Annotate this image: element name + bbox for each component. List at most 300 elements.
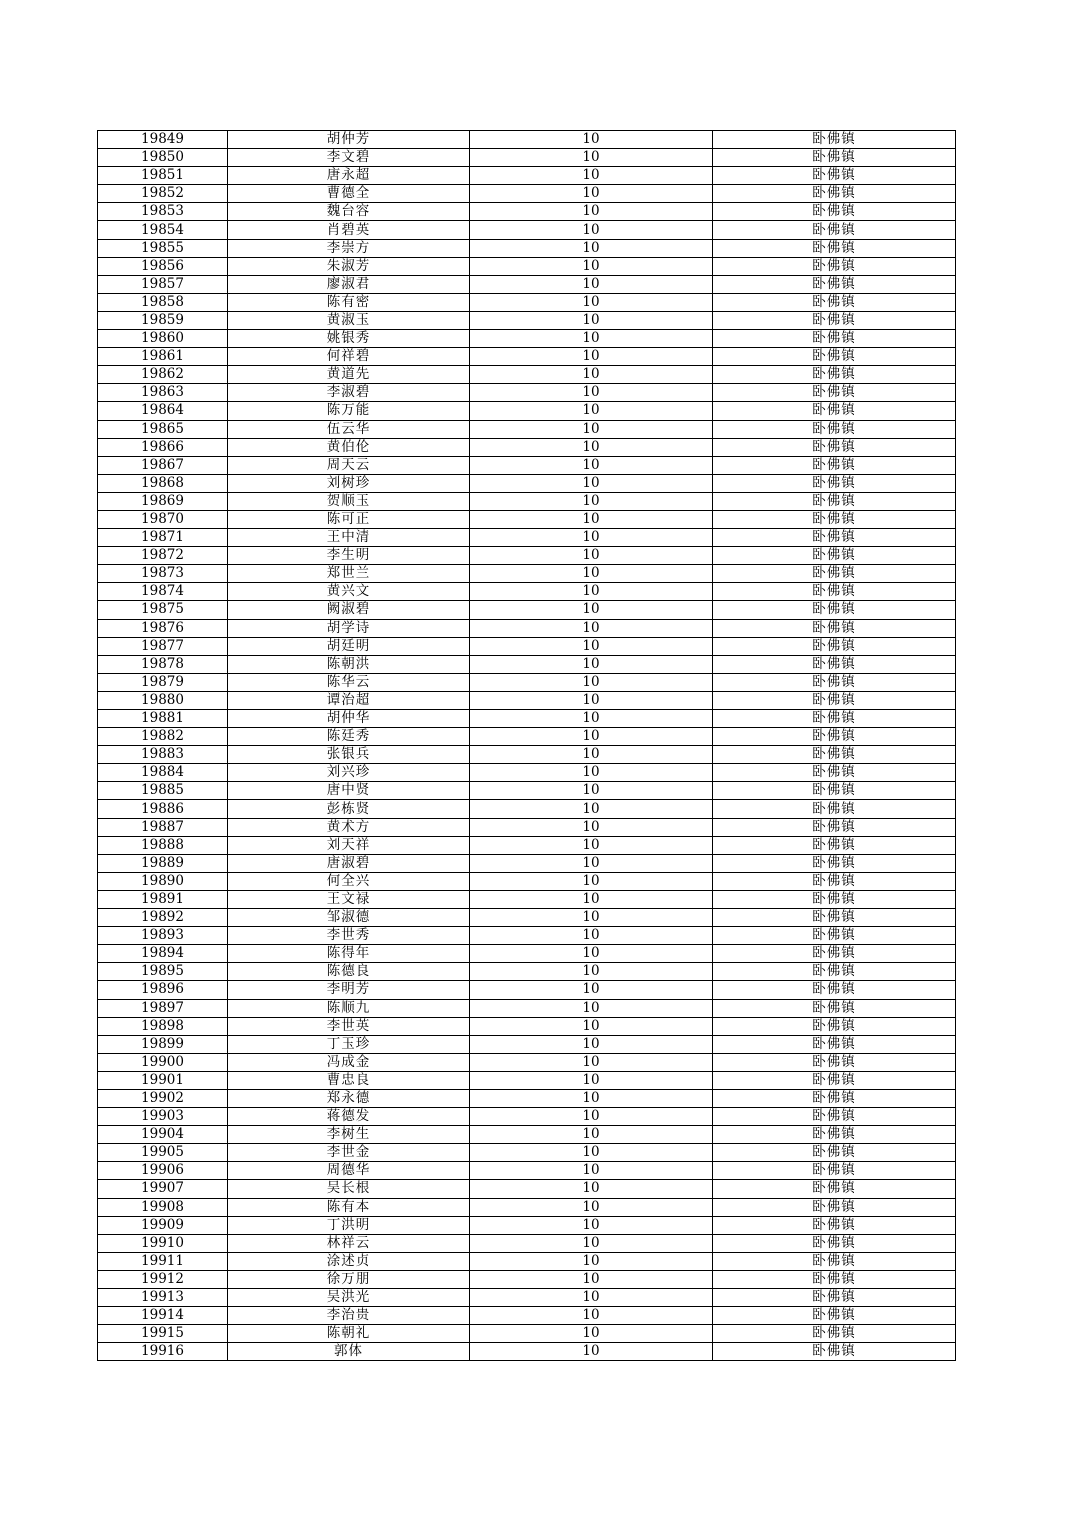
table-row [98,1089,956,1107]
cell-name: 曹忠良 [228,1071,470,1089]
table-row [98,384,956,402]
cell-id: 19899 [98,1035,228,1053]
table-row [98,1270,956,1288]
cell-amount: 10 [470,1252,713,1270]
cell-id: 19870 [98,510,228,528]
cell-id: 19874 [98,583,228,601]
cell-town: 卧佛镇 [713,384,956,402]
table-row [98,673,956,691]
cell-town: 卧佛镇 [713,818,956,836]
cell-name: 陈德良 [228,963,470,981]
cell-town: 卧佛镇 [713,927,956,945]
cell-id: 19898 [98,1017,228,1035]
cell-amount: 10 [470,909,713,927]
cell-name: 黄兴文 [228,583,470,601]
cell-town: 卧佛镇 [713,293,956,311]
cell-amount: 10 [470,1035,713,1053]
cell-amount: 10 [470,366,713,384]
cell-town: 卧佛镇 [713,456,956,474]
cell-town: 卧佛镇 [713,764,956,782]
cell-amount: 10 [470,185,713,203]
cell-name: 李崇方 [228,239,470,257]
cell-town: 卧佛镇 [713,257,956,275]
cell-id: 19853 [98,203,228,221]
table-row [98,1108,956,1126]
cell-id: 19871 [98,529,228,547]
cell-id: 19914 [98,1307,228,1325]
cell-id: 19909 [98,1216,228,1234]
cell-name: 姚银秀 [228,330,470,348]
cell-id: 19854 [98,221,228,239]
cell-town: 卧佛镇 [713,1108,956,1126]
cell-amount: 10 [470,1071,713,1089]
roster-table [97,130,956,1361]
cell-name: 徐万朋 [228,1270,470,1288]
cell-town: 卧佛镇 [713,728,956,746]
cell-name: 吴洪光 [228,1289,470,1307]
table-row [98,311,956,329]
cell-amount: 10 [470,131,713,149]
cell-name: 廖淑君 [228,275,470,293]
cell-name: 蒋德发 [228,1108,470,1126]
cell-name: 朱淑芳 [228,257,470,275]
table-row [98,402,956,420]
table-row [98,1144,956,1162]
cell-amount: 10 [470,583,713,601]
table-row [98,257,956,275]
cell-amount: 10 [470,890,713,908]
table-row [98,800,956,818]
cell-amount: 10 [470,1162,713,1180]
cell-town: 卧佛镇 [713,510,956,528]
table-row [98,474,956,492]
cell-amount: 10 [470,710,713,728]
table-row [98,185,956,203]
cell-town: 卧佛镇 [713,746,956,764]
cell-amount: 10 [470,764,713,782]
table-row [98,348,956,366]
cell-town: 卧佛镇 [713,583,956,601]
cell-id: 19902 [98,1089,228,1107]
table-row [98,1289,956,1307]
cell-id: 19877 [98,637,228,655]
cell-id: 19905 [98,1144,228,1162]
cell-town: 卧佛镇 [713,221,956,239]
cell-amount: 10 [470,673,713,691]
cell-town: 卧佛镇 [713,565,956,583]
cell-id: 19884 [98,764,228,782]
cell-id: 19867 [98,456,228,474]
cell-town: 卧佛镇 [713,872,956,890]
table-row [98,655,956,673]
cell-name: 肖碧英 [228,221,470,239]
cell-amount: 10 [470,1234,713,1252]
cell-amount: 10 [470,474,713,492]
cell-amount: 10 [470,872,713,890]
cell-town: 卧佛镇 [713,1307,956,1325]
cell-name: 李淑碧 [228,384,470,402]
cell-name: 李文碧 [228,149,470,167]
cell-id: 19879 [98,673,228,691]
cell-id: 19850 [98,149,228,167]
cell-name: 何全兴 [228,872,470,890]
table-row [98,728,956,746]
cell-town: 卧佛镇 [713,1252,956,1270]
cell-town: 卧佛镇 [713,1180,956,1198]
cell-id: 19908 [98,1198,228,1216]
cell-amount: 10 [470,1126,713,1144]
cell-name: 曹德全 [228,185,470,203]
cell-name: 周德华 [228,1162,470,1180]
cell-town: 卧佛镇 [713,275,956,293]
cell-name: 郑世兰 [228,565,470,583]
cell-name: 李世金 [228,1144,470,1162]
cell-name: 刘兴珍 [228,764,470,782]
cell-amount: 10 [470,1180,713,1198]
cell-amount: 10 [470,510,713,528]
cell-id: 19897 [98,999,228,1017]
cell-name: 黄术方 [228,818,470,836]
cell-town: 卧佛镇 [713,1216,956,1234]
table-row [98,890,956,908]
table-row [98,1343,956,1361]
table-row [98,691,956,709]
cell-name: 何祥碧 [228,348,470,366]
cell-name: 丁洪明 [228,1216,470,1234]
cell-town: 卧佛镇 [713,1089,956,1107]
cell-name: 陈万能 [228,402,470,420]
cell-id: 19876 [98,619,228,637]
table-row [98,510,956,528]
cell-name: 林祥云 [228,1234,470,1252]
cell-name: 冯成金 [228,1053,470,1071]
cell-amount: 10 [470,999,713,1017]
cell-id: 19904 [98,1126,228,1144]
cell-amount: 10 [470,691,713,709]
cell-id: 19869 [98,492,228,510]
cell-id: 19894 [98,945,228,963]
cell-amount: 10 [470,981,713,999]
table-row [98,1180,956,1198]
table-row [98,909,956,927]
cell-town: 卧佛镇 [713,1270,956,1288]
cell-name: 张银兵 [228,746,470,764]
table-row [98,1017,956,1035]
table-row [98,782,956,800]
cell-name: 胡学诗 [228,619,470,637]
cell-town: 卧佛镇 [713,185,956,203]
cell-id: 19887 [98,818,228,836]
cell-town: 卧佛镇 [713,619,956,637]
cell-id: 19916 [98,1343,228,1361]
cell-name: 胡仲芳 [228,131,470,149]
cell-amount: 10 [470,818,713,836]
cell-id: 19878 [98,655,228,673]
table-row [98,601,956,619]
cell-id: 19915 [98,1325,228,1343]
cell-amount: 10 [470,746,713,764]
cell-amount: 10 [470,655,713,673]
cell-town: 卧佛镇 [713,348,956,366]
cell-town: 卧佛镇 [713,981,956,999]
cell-id: 19910 [98,1234,228,1252]
cell-town: 卧佛镇 [713,945,956,963]
cell-id: 19907 [98,1180,228,1198]
cell-name: 唐中贤 [228,782,470,800]
cell-id: 19858 [98,293,228,311]
cell-amount: 10 [470,167,713,185]
table-row [98,293,956,311]
cell-id: 19891 [98,890,228,908]
table-row [98,149,956,167]
cell-name: 陈朝礼 [228,1325,470,1343]
cell-amount: 10 [470,1307,713,1325]
table-row [98,547,956,565]
table-row [98,565,956,583]
table-row [98,999,956,1017]
cell-amount: 10 [470,221,713,239]
cell-name: 涂述贞 [228,1252,470,1270]
cell-amount: 10 [470,800,713,818]
cell-id: 19875 [98,601,228,619]
cell-town: 卧佛镇 [713,963,956,981]
cell-town: 卧佛镇 [713,673,956,691]
cell-town: 卧佛镇 [713,402,956,420]
cell-name: 李世英 [228,1017,470,1035]
cell-town: 卧佛镇 [713,1126,956,1144]
cell-town: 卧佛镇 [713,999,956,1017]
cell-id: 19881 [98,710,228,728]
cell-town: 卧佛镇 [713,149,956,167]
cell-name: 李治贵 [228,1307,470,1325]
cell-town: 卧佛镇 [713,1325,956,1343]
table-row [98,456,956,474]
cell-name: 刘天祥 [228,836,470,854]
cell-town: 卧佛镇 [713,1144,956,1162]
cell-amount: 10 [470,637,713,655]
cell-name: 李生明 [228,547,470,565]
cell-name: 周天云 [228,456,470,474]
cell-name: 唐淑碧 [228,854,470,872]
cell-town: 卧佛镇 [713,854,956,872]
cell-name: 贺顺玉 [228,492,470,510]
cell-town: 卧佛镇 [713,1289,956,1307]
cell-id: 19900 [98,1053,228,1071]
table-row [98,927,956,945]
cell-id: 19855 [98,239,228,257]
cell-name: 邹淑德 [228,909,470,927]
cell-name: 黄淑玉 [228,311,470,329]
table-row [98,1252,956,1270]
cell-id: 19913 [98,1289,228,1307]
cell-amount: 10 [470,203,713,221]
cell-amount: 10 [470,402,713,420]
cell-id: 19901 [98,1071,228,1089]
cell-town: 卧佛镇 [713,529,956,547]
cell-id: 19882 [98,728,228,746]
cell-amount: 10 [470,1198,713,1216]
cell-amount: 10 [470,1144,713,1162]
cell-name: 陈廷秀 [228,728,470,746]
cell-amount: 10 [470,1053,713,1071]
cell-amount: 10 [470,728,713,746]
cell-amount: 10 [470,275,713,293]
cell-id: 19851 [98,167,228,185]
cell-town: 卧佛镇 [713,1071,956,1089]
cell-id: 19911 [98,1252,228,1270]
table-row [98,167,956,185]
cell-amount: 10 [470,311,713,329]
cell-amount: 10 [470,438,713,456]
cell-name: 陈得年 [228,945,470,963]
cell-amount: 10 [470,420,713,438]
table-row [98,1126,956,1144]
cell-amount: 10 [470,456,713,474]
table-row [98,963,956,981]
cell-amount: 10 [470,384,713,402]
cell-town: 卧佛镇 [713,547,956,565]
cell-id: 19857 [98,275,228,293]
cell-town: 卧佛镇 [713,1234,956,1252]
table-row [98,529,956,547]
cell-amount: 10 [470,1089,713,1107]
table-row [98,492,956,510]
cell-town: 卧佛镇 [713,890,956,908]
cell-id: 19849 [98,131,228,149]
cell-id: 19862 [98,366,228,384]
cell-id: 19912 [98,1270,228,1288]
cell-name: 郑永德 [228,1089,470,1107]
cell-town: 卧佛镇 [713,601,956,619]
table-row [98,221,956,239]
cell-amount: 10 [470,1216,713,1234]
roster-table-body [98,131,956,1361]
cell-id: 19860 [98,330,228,348]
cell-name: 谭治超 [228,691,470,709]
cell-id: 19885 [98,782,228,800]
cell-town: 卧佛镇 [713,1035,956,1053]
cell-amount: 10 [470,1108,713,1126]
cell-town: 卧佛镇 [713,1017,956,1035]
cell-id: 19880 [98,691,228,709]
cell-town: 卧佛镇 [713,420,956,438]
table-row [98,981,956,999]
cell-name: 陈有本 [228,1198,470,1216]
cell-town: 卧佛镇 [713,203,956,221]
table-row [98,619,956,637]
cell-id: 19893 [98,927,228,945]
cell-name: 胡廷明 [228,637,470,655]
cell-name: 唐永超 [228,167,470,185]
cell-id: 19895 [98,963,228,981]
cell-amount: 10 [470,927,713,945]
cell-name: 黄伯伦 [228,438,470,456]
cell-id: 19892 [98,909,228,927]
table-row [98,275,956,293]
cell-name: 王中清 [228,529,470,547]
cell-name: 伍云华 [228,420,470,438]
cell-name: 王文禄 [228,890,470,908]
cell-name: 魏台容 [228,203,470,221]
table-row [98,637,956,655]
cell-amount: 10 [470,963,713,981]
cell-town: 卧佛镇 [713,492,956,510]
cell-town: 卧佛镇 [713,691,956,709]
cell-town: 卧佛镇 [713,366,956,384]
cell-town: 卧佛镇 [713,782,956,800]
cell-amount: 10 [470,854,713,872]
cell-id: 19888 [98,836,228,854]
cell-amount: 10 [470,492,713,510]
cell-town: 卧佛镇 [713,474,956,492]
table-row [98,1325,956,1343]
table-row [98,366,956,384]
cell-amount: 10 [470,239,713,257]
cell-amount: 10 [470,257,713,275]
cell-town: 卧佛镇 [713,239,956,257]
cell-town: 卧佛镇 [713,311,956,329]
cell-amount: 10 [470,565,713,583]
cell-id: 19861 [98,348,228,366]
cell-id: 19906 [98,1162,228,1180]
cell-id: 19889 [98,854,228,872]
cell-id: 19864 [98,402,228,420]
cell-town: 卧佛镇 [713,1198,956,1216]
cell-amount: 10 [470,601,713,619]
cell-amount: 10 [470,293,713,311]
cell-id: 19866 [98,438,228,456]
cell-town: 卧佛镇 [713,1053,956,1071]
cell-name: 陈有密 [228,293,470,311]
cell-town: 卧佛镇 [713,909,956,927]
table-row [98,945,956,963]
cell-id: 19868 [98,474,228,492]
table-row [98,330,956,348]
cell-id: 19890 [98,872,228,890]
table-row [98,818,956,836]
cell-town: 卧佛镇 [713,836,956,854]
table-row [98,420,956,438]
cell-amount: 10 [470,1343,713,1361]
cell-id: 19873 [98,565,228,583]
table-row [98,239,956,257]
cell-name: 陈可正 [228,510,470,528]
table-row [98,1307,956,1325]
cell-amount: 10 [470,945,713,963]
cell-name: 李树生 [228,1126,470,1144]
cell-town: 卧佛镇 [713,1162,956,1180]
cell-amount: 10 [470,782,713,800]
cell-id: 19903 [98,1108,228,1126]
cell-town: 卧佛镇 [713,330,956,348]
table-row [98,746,956,764]
cell-amount: 10 [470,529,713,547]
cell-amount: 10 [470,547,713,565]
table-row [98,438,956,456]
table-row [98,1053,956,1071]
table-row [98,131,956,149]
cell-name: 陈顺九 [228,999,470,1017]
cell-amount: 10 [470,149,713,167]
cell-id: 19886 [98,800,228,818]
table-row [98,203,956,221]
cell-id: 19863 [98,384,228,402]
table-row [98,1162,956,1180]
cell-name: 吴长根 [228,1180,470,1198]
cell-name: 陈华云 [228,673,470,691]
cell-name: 郭体 [228,1343,470,1361]
cell-name: 刘树珍 [228,474,470,492]
